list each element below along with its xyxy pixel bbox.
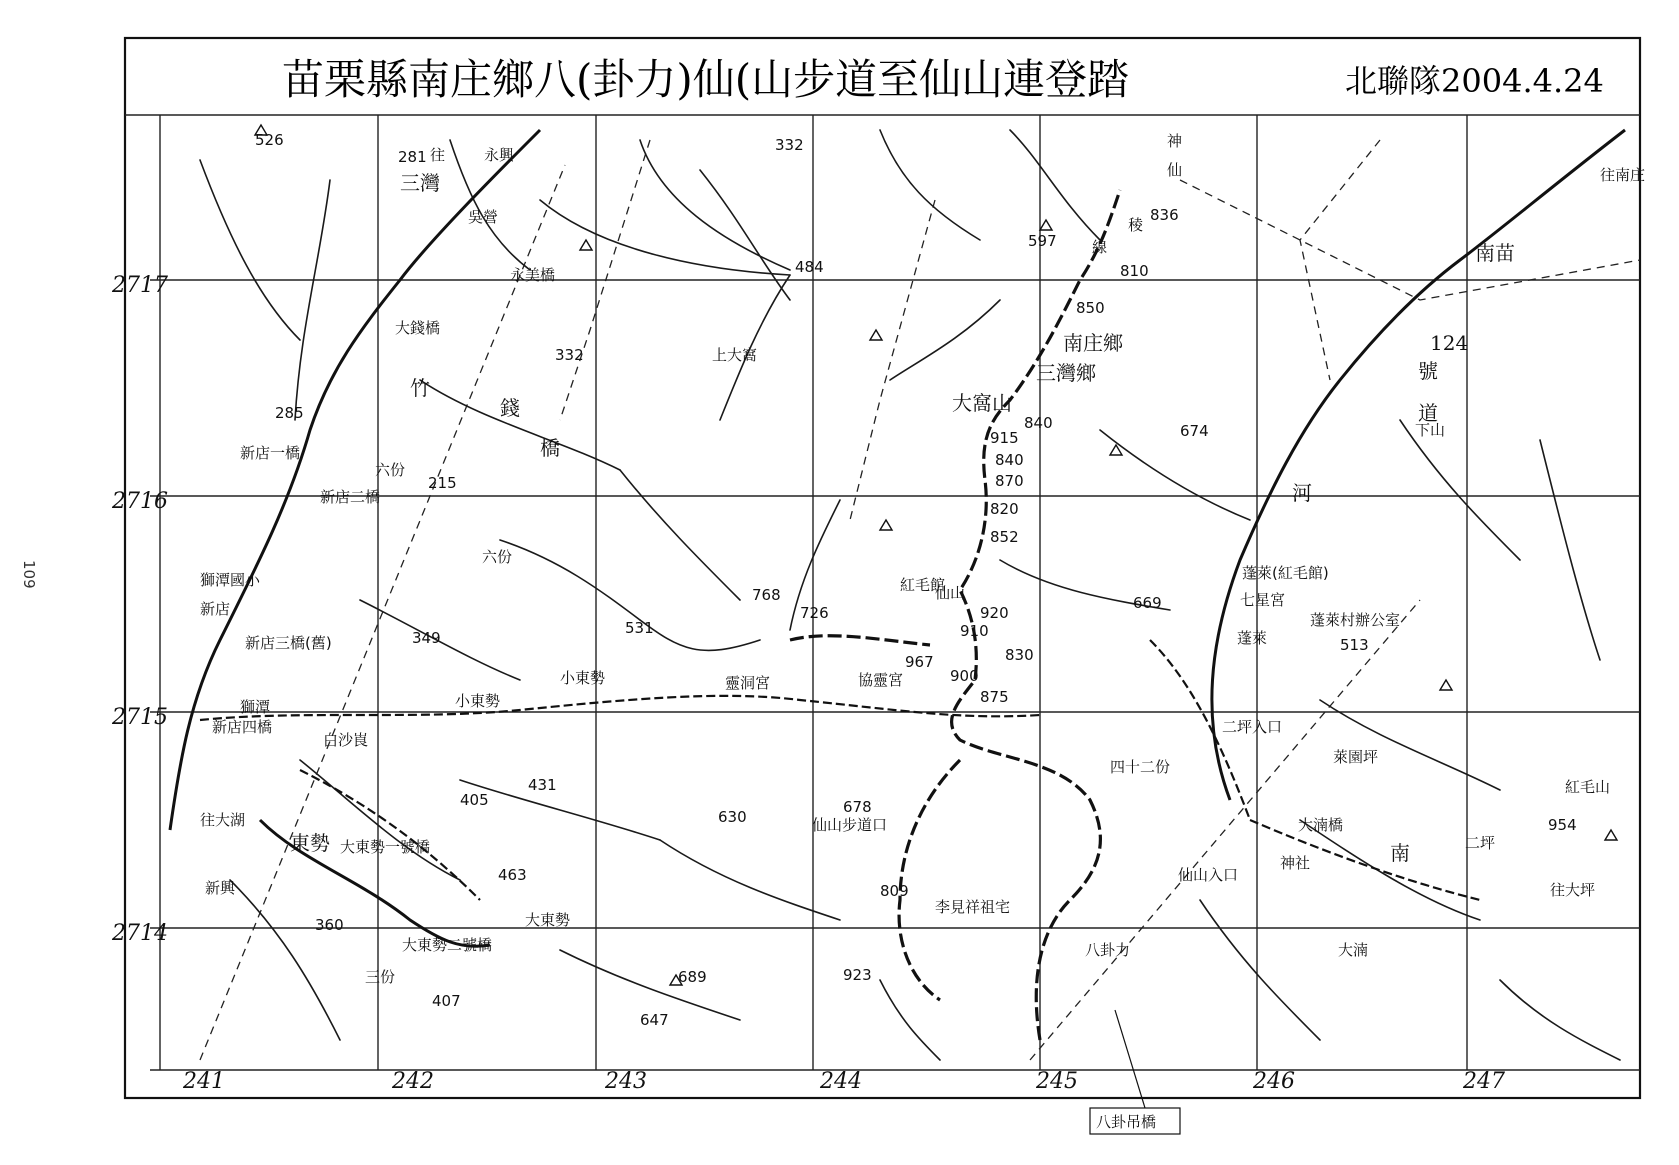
- elevation-label: 852: [990, 528, 1019, 546]
- place-label: 二坪入口: [1222, 718, 1283, 736]
- place-label: 六份: [482, 548, 513, 566]
- place-label: 新店: [200, 600, 231, 618]
- place-label: 稜: [1128, 216, 1144, 234]
- elevation-label: 954: [1548, 816, 1577, 834]
- place-label: 三份: [365, 968, 396, 986]
- place-label: 往大坪: [1550, 881, 1596, 899]
- place-label: 四十二份: [1110, 758, 1171, 776]
- place-label: 協靈宮: [858, 671, 904, 689]
- elevation-label: 405: [460, 791, 489, 809]
- place-label: 仙山: [935, 584, 966, 602]
- elevation-label: 850: [1076, 299, 1105, 317]
- place-label: 南庄鄉: [1063, 331, 1123, 355]
- place-label: 蓬萊(紅毛館): [1242, 564, 1329, 582]
- place-label: 竹: [410, 376, 430, 400]
- place-label: 124: [1430, 331, 1469, 355]
- elevation-label: 484: [795, 258, 824, 276]
- suspension-bridge-callout: [1090, 1010, 1180, 1134]
- place-label: 錢: [500, 396, 520, 420]
- place-label: 新店二橋: [320, 488, 381, 506]
- elevation-label: 647: [640, 1011, 669, 1029]
- place-label: 六份: [375, 461, 406, 479]
- easting-label: 242: [392, 1069, 434, 1094]
- place-label: 永興: [484, 146, 515, 164]
- place-label: 新店一橋: [240, 444, 301, 462]
- place-label: 白沙崀: [323, 731, 369, 749]
- place-label: 萊園坪: [1333, 748, 1379, 766]
- elevation-label: 967: [905, 653, 934, 671]
- place-label: 下山: [1415, 421, 1446, 439]
- place-label: 大湳: [1338, 941, 1369, 959]
- elevation-label: 285: [275, 404, 304, 422]
- elevation-label: 281: [398, 148, 427, 166]
- elevation-label: 870: [995, 472, 1024, 490]
- place-label: 大窩山: [952, 391, 1012, 415]
- place-label: 橋: [540, 436, 560, 460]
- place-label: 靈洞宮: [725, 674, 771, 692]
- elevation-label: 910: [960, 622, 989, 640]
- elevation-label: 407: [432, 992, 461, 1010]
- place-label: 大東勢: [525, 911, 571, 929]
- elevation-label: 809: [880, 882, 909, 900]
- place-label: 蓬萊村辦公室: [1310, 611, 1401, 629]
- place-label: 大東勢一號橋: [340, 838, 431, 856]
- elevation-label: 689: [678, 968, 707, 986]
- place-label: 往大湖: [200, 811, 246, 829]
- elevation-label: 836: [1150, 206, 1179, 224]
- place-label: 新店四橋: [212, 718, 273, 736]
- elevation-label: 820: [990, 500, 1019, 518]
- place-label: 小東勢: [560, 669, 606, 687]
- easting-label: 244: [820, 1069, 862, 1094]
- easting-label: 241: [183, 1069, 225, 1094]
- place-label: 大東勢二號橋: [402, 936, 493, 954]
- elevation-label: 674: [1180, 422, 1209, 440]
- place-label: 新興: [205, 879, 236, 897]
- peak-markers: [255, 125, 1617, 985]
- place-label: 獅潭: [240, 698, 271, 716]
- northing-label: 2714: [112, 921, 168, 946]
- elevation-label: 810: [1120, 262, 1149, 280]
- place-label: 李見祥祖宅: [935, 898, 1011, 916]
- place-label: 三灣: [400, 171, 440, 195]
- place-label: 吳營: [468, 208, 499, 226]
- place-label: 河: [1292, 481, 1312, 505]
- place-label: 號: [1418, 359, 1438, 383]
- elevation-label: 768: [752, 586, 781, 604]
- place-label: 往: [430, 146, 446, 164]
- northing-label: 2715: [112, 705, 168, 730]
- place-label: 獅潭國小: [200, 571, 261, 589]
- elevation-label: 332: [555, 346, 584, 364]
- elevation-label: 669: [1133, 594, 1162, 612]
- elevation-label: 678: [843, 798, 872, 816]
- place-label: 紅毛館: [900, 576, 946, 594]
- elevation-label: 915: [990, 429, 1019, 447]
- elevation-label: 900: [950, 667, 979, 685]
- place-label: 八卦力: [1085, 941, 1131, 959]
- rivers: [170, 130, 1625, 946]
- elevation-label: 726: [800, 604, 829, 622]
- place-label: 八卦吊橋: [1096, 1113, 1157, 1131]
- grid-lines: [150, 115, 1640, 1070]
- elevation-label: 360: [315, 916, 344, 934]
- elevation-label: 597: [1028, 232, 1057, 250]
- elevation-label: 875: [980, 688, 1009, 706]
- elevation-label: 830: [1005, 646, 1034, 664]
- place-label: 南: [1390, 841, 1410, 865]
- place-label: 上大窩: [712, 346, 758, 364]
- place-label: 紅毛山: [1565, 778, 1611, 796]
- place-label: 神: [1167, 132, 1183, 150]
- organizer-date: 北聯隊2004.4.24: [1345, 62, 1604, 100]
- northing-label: 2717: [112, 273, 168, 298]
- place-label: 二坪: [1465, 834, 1496, 852]
- elevation-label: 526: [255, 131, 284, 149]
- elevation-label: 920: [980, 604, 1009, 622]
- map-frame: [125, 38, 1640, 1098]
- place-label: 蓬萊: [1237, 629, 1268, 647]
- elevation-label: 332: [775, 136, 804, 154]
- place-label: 神社: [1280, 854, 1311, 872]
- elevation-label: 513: [1340, 636, 1369, 654]
- place-label: 往南庄: [1600, 166, 1646, 184]
- place-label: 南苗: [1475, 241, 1515, 265]
- map-title: 苗栗縣南庄鄉八(卦力)仙(山步道至仙山連登踏: [282, 55, 1130, 104]
- elevation-label: 215: [428, 474, 457, 492]
- dashed-boundaries: [200, 140, 1640, 1060]
- northing-label: 2716: [112, 489, 168, 514]
- elevation-label: 923: [843, 966, 872, 984]
- elevation-label: 431: [528, 776, 557, 794]
- easting-label: 245: [1036, 1069, 1078, 1094]
- place-label: 大錢橋: [395, 319, 441, 337]
- place-label: 七星宮: [1240, 591, 1286, 609]
- elevation-label: 840: [995, 451, 1024, 469]
- place-label: 仙: [1167, 161, 1183, 179]
- elevation-label: 531: [625, 619, 654, 637]
- place-label: 道: [1418, 401, 1438, 425]
- place-label: 仙山步道口: [812, 816, 888, 834]
- elevation-label: 463: [498, 866, 527, 884]
- place-label: 新店三橋(舊): [245, 634, 332, 652]
- place-label: 三灣鄉: [1036, 361, 1096, 385]
- elevation-label: 349: [412, 629, 441, 647]
- easting-label: 246: [1253, 1069, 1295, 1094]
- place-label: 小東勢: [455, 692, 501, 710]
- easting-label: 243: [605, 1069, 647, 1094]
- place-label: 仙山入口: [1178, 866, 1239, 884]
- place-label: 線: [1092, 238, 1108, 256]
- place-label: 東勢: [290, 831, 330, 855]
- elevation-label: 840: [1024, 414, 1053, 432]
- elevation-label: 630: [718, 808, 747, 826]
- page-number: 109: [20, 560, 38, 589]
- place-label: 永美橋: [510, 266, 556, 284]
- easting-label: 247: [1463, 1069, 1505, 1094]
- place-label: 大湳橋: [1298, 816, 1344, 834]
